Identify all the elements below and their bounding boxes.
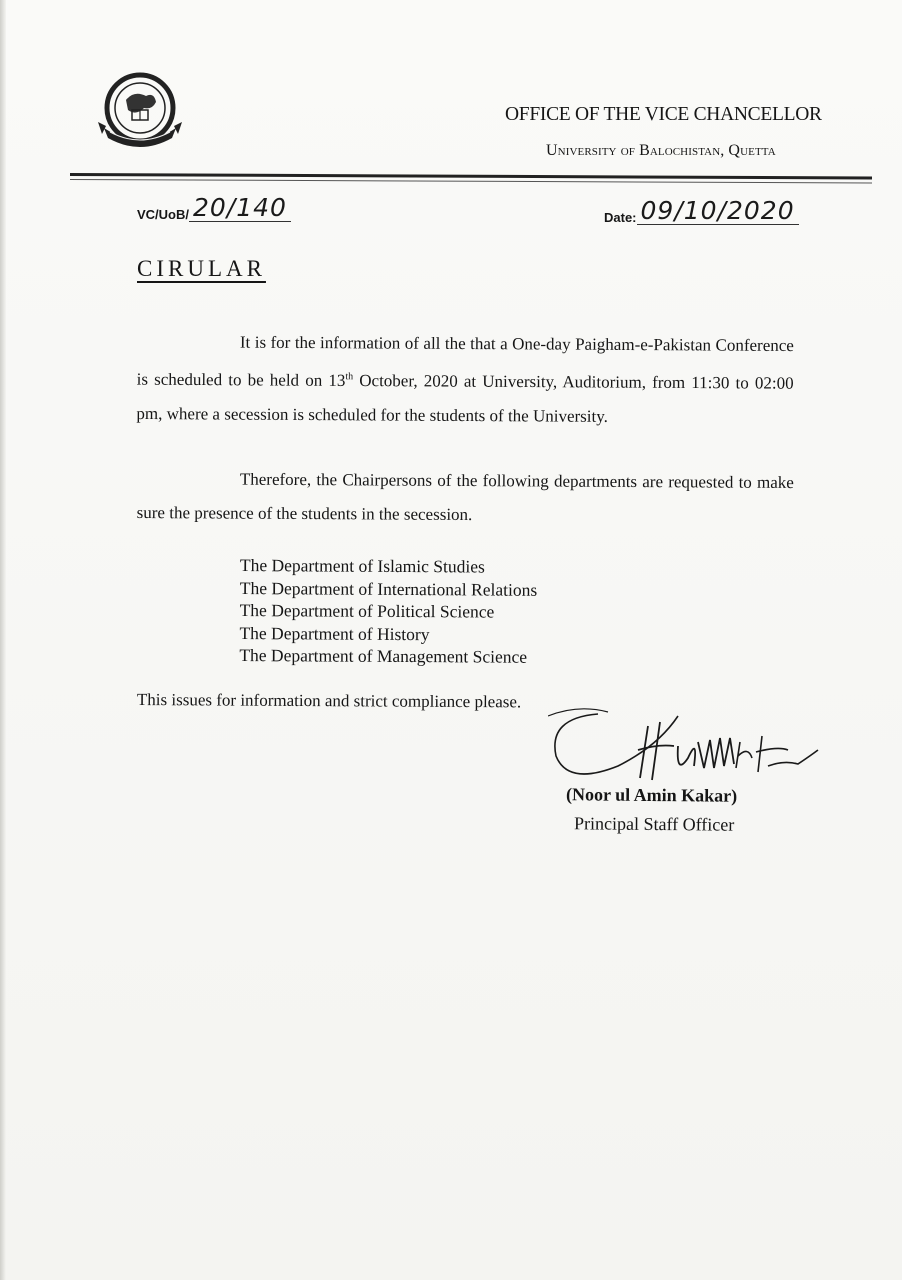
paragraph-1-text-b: October, 2020 at University, Auditorium, from 11:30 to 02:00 pm, where a secession is scheduled for the students of the University. (136, 370, 794, 426)
signatory-title: Principal Staff Officer (573, 813, 735, 835)
university-name: University of Balochistan, Quetta (546, 142, 776, 159)
page-edge-shadow (0, 0, 6, 1280)
department-list (239, 554, 537, 668)
office-title: OFFICE OF THE VICE CHANCELLOR (505, 104, 822, 125)
paragraph-1-text-a: It is for the information of all the that a One-day Paigham-e-Pakistan Conference is scheduled to be held on 13 (136, 332, 794, 390)
university-seal-logo (96, 66, 184, 154)
list-item: The Department of Management Science (239, 644, 528, 667)
signatory-name: (Noor ul Amin Kakar) (565, 784, 738, 806)
reference-number (137, 195, 291, 222)
date-handwritten: 09/10/2020 (637, 198, 799, 225)
date-field (604, 198, 799, 225)
reference-number-handwritten: 20/140 (189, 195, 291, 222)
header-divider-thin (70, 179, 872, 183)
ordinal-suffix: th (345, 371, 354, 383)
list-item: The Department of Political Science (239, 599, 495, 622)
list-item: The Department of History (239, 622, 430, 644)
closing-line: This issues for information and strict compliance please. (136, 690, 522, 712)
list-item: The Department of Islamic Studies (239, 555, 485, 577)
header-divider (70, 173, 872, 179)
date-label: Date: (604, 210, 637, 225)
body-paragraph-2: Therefore, the Chairpersons of the following departments are requested to make sure the presence of the students in the secession. (136, 469, 794, 525)
body-paragraph-1 (136, 325, 794, 435)
reference-prefix: VC/UoB/ (137, 207, 189, 222)
circular-heading: CIRULAR (137, 256, 266, 281)
list-item: The Department of International Relations (239, 577, 538, 600)
